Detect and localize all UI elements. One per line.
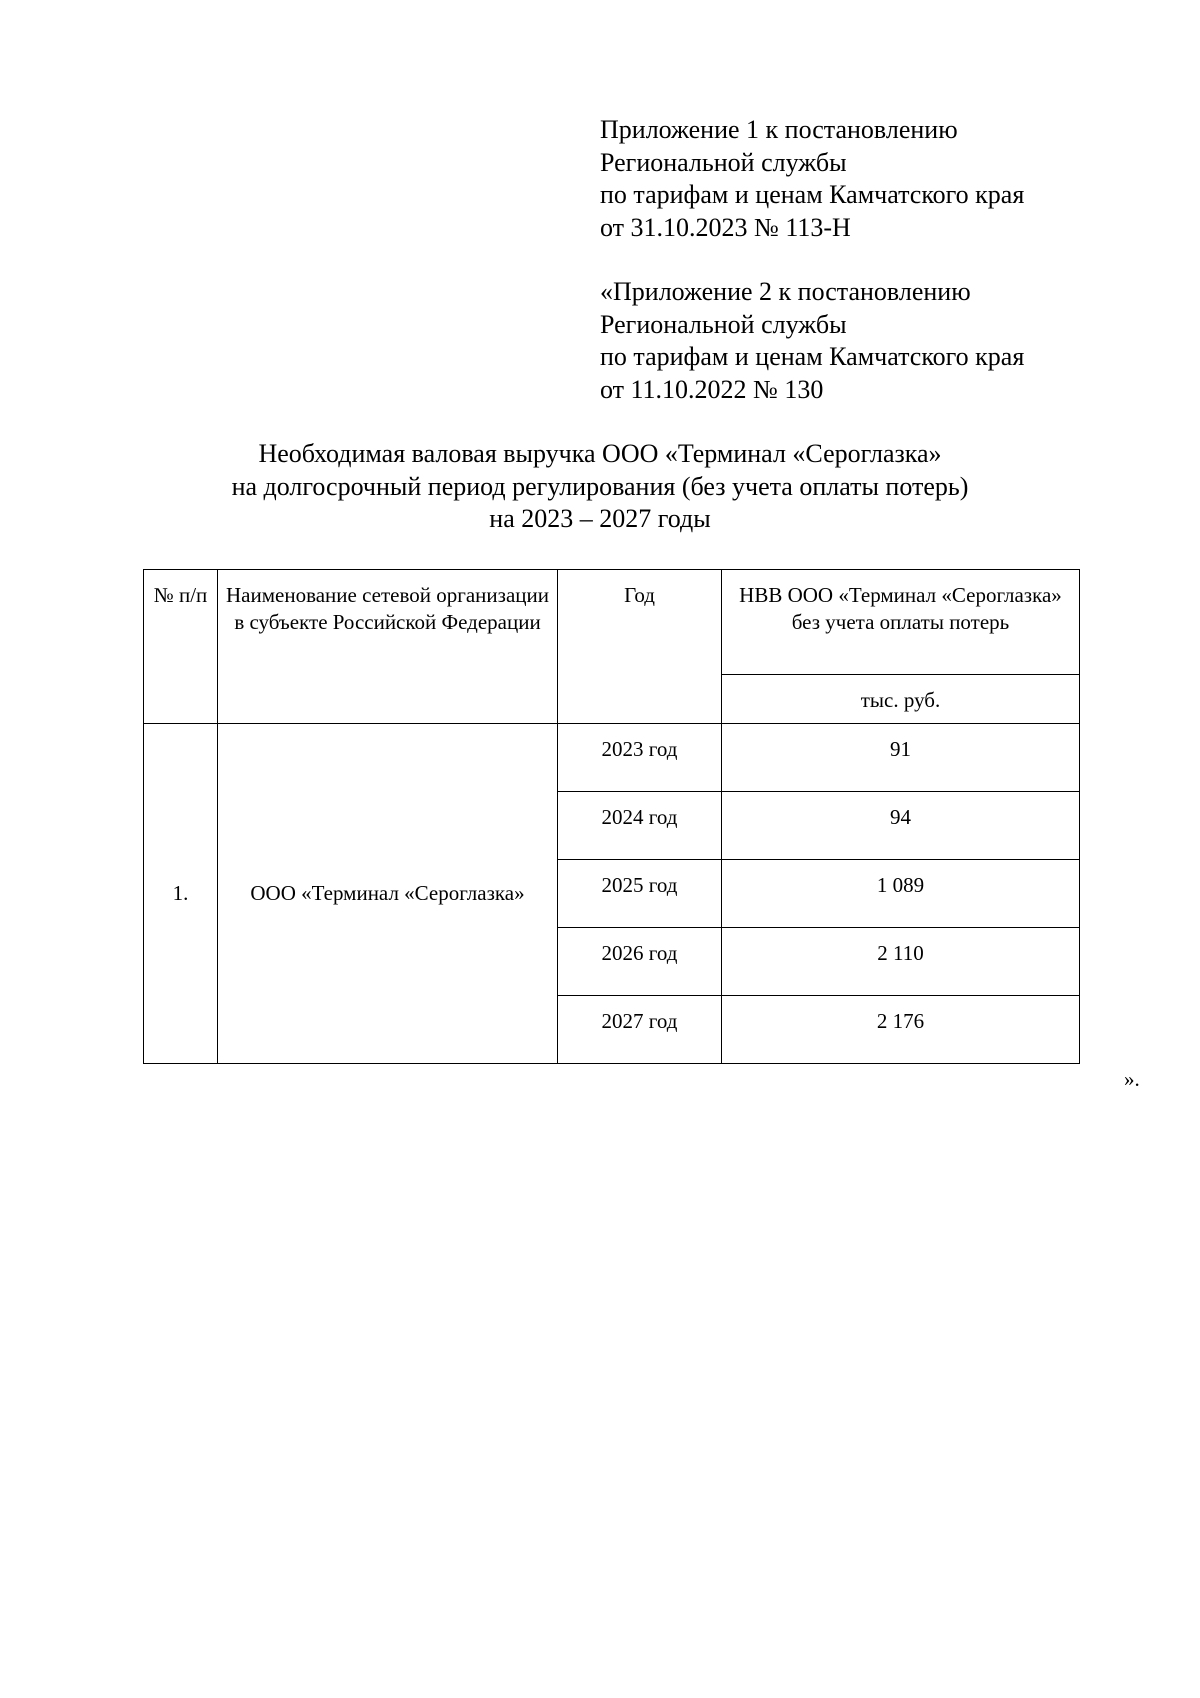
nvv-value-cell: 2 110 [722, 928, 1080, 996]
row-number: 1. [144, 724, 218, 1064]
table-row [144, 724, 1080, 792]
appendix-2-line: «Приложение 2 к постановлению [600, 277, 971, 306]
appendix-1-header [600, 114, 1120, 244]
header-year: Год [558, 570, 722, 724]
nvv-value-cell: 91 [722, 724, 1080, 792]
appendix-1-line: от 31.10.2023 № 113-Н [600, 212, 851, 242]
nvv-value-cell: 94 [722, 792, 1080, 860]
title-line: Необходимая валовая выручка ООО «Терминал «Сероглазка» [258, 439, 942, 468]
closing-quote: ». [1124, 1067, 1140, 1091]
nvv-value-cell: 2 176 [722, 996, 1080, 1064]
row-organization: ООО «Терминал «Сероглазка» [218, 724, 558, 1064]
year-cell: 2025 год [558, 860, 722, 928]
appendix-2-line: по тарифам и ценам Камчатского края [600, 342, 1025, 371]
header-nvv: НВВ ООО «Терминал «Сероглазка» без учета оплаты потерь [722, 570, 1080, 675]
year-cell: 2024 год [558, 792, 722, 860]
table-header-row [144, 570, 1080, 675]
appendix-2-line: от 11.10.2022 № 130 [600, 374, 824, 404]
year-cell: 2023 год [558, 724, 722, 792]
header-unit: тыс. руб. [722, 675, 1080, 724]
appendix-1-line: Приложение 1 к постановлению [600, 115, 958, 144]
year-cell: 2026 год [558, 928, 722, 996]
header-number: № п/п [144, 570, 218, 724]
appendix-1-line: по тарифам и ценам Камчатского края [600, 180, 1025, 209]
appendix-1-line: Региональной службы [600, 147, 847, 177]
title-line: на долгосрочный период регулирования (без учета оплаты потерь) [231, 471, 969, 501]
header-organization: Наименование сетевой организации в субъекте Российской Федерации [218, 570, 558, 724]
title-line: на 2023 – 2027 годы [489, 504, 711, 533]
document-title [120, 438, 1080, 536]
nvv-value-cell: 1 089 [722, 860, 1080, 928]
appendix-2-header [600, 276, 1120, 406]
nvv-table [143, 569, 1080, 1064]
appendix-2-line: Региональной службы [600, 309, 847, 339]
year-cell: 2027 год [558, 996, 722, 1064]
